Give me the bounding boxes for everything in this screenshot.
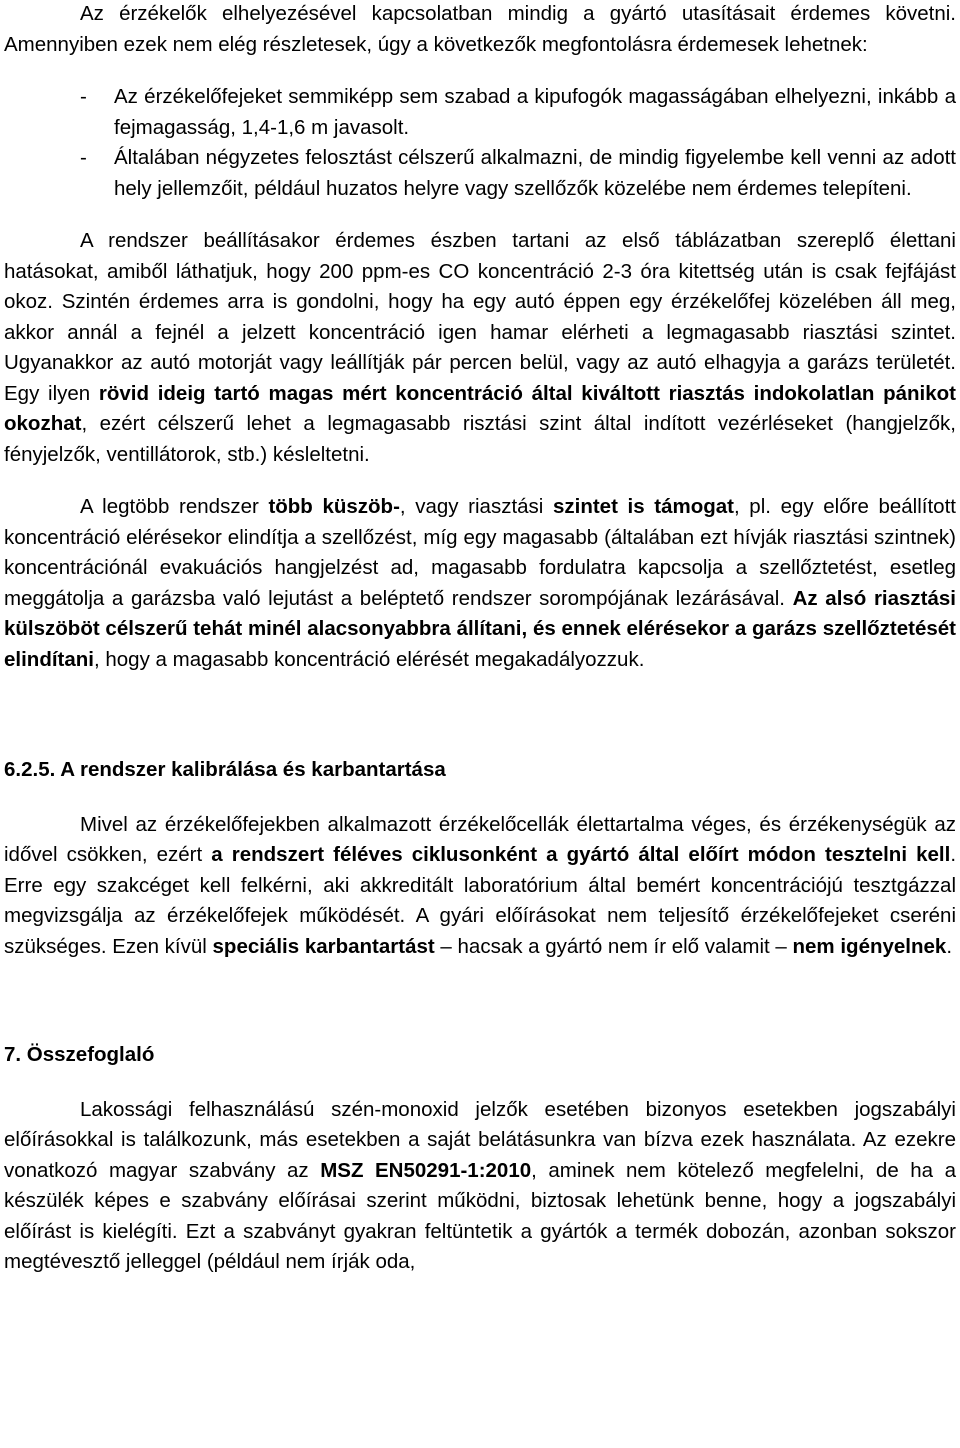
bold-phrase: Az alsó riasztási külszöböt célszerű tehát minél alacsonyabbra állítani, és ennek elérésekor a garázs szellőztetését elindítani (4, 586, 957, 671)
section-heading-calibration: 6.2.5. A rendszer kalibrálása és karbantartása (4, 758, 446, 781)
paragraph-thresholds: A legtöbb rendszer több küszöb-, vagy riasztási szintet is támogat, pl. egy előre beállított koncentráció elérésekor elindítja a szellőzést, míg egy magasabb (általában ezt hívják riasztási szintnek) koncentrációnál evakuációs hangjelzést ad, magasabb fordulatra kapcsolja a szellőztetést, esetleg meggátolja a garázsba való lejutást a beléptető rendszer sorompójának lezárásával. Az alsó riasztási külszöböt célszerű tehát minél alacsonyabbra állítani, és ennek elérésekor a garázs szellőztetését elindítani, hogy a magasabb koncentráció elérését megakadályozzuk. (4, 495, 957, 671)
paragraph-placement-intro: Az érzékelők elhelyezésével kapcsolatban mindig a gyártó utasításait érdemes követni. Amennyiben ezek nem elég részletesek, úgy a következők megfontolásra érdemesek lehetnek: (4, 2, 956, 56)
list-item (4, 143, 956, 204)
paragraph-summary: Lakossági felhasználású szén-monoxid jelzők esetében bizonyos esetekben jogszabályi előírásokkal is találkozunk, más esetekben a saját belátásunkra van bízva ezek használata. Az ezekre vonatkozó magyar szabvány az MSZ EN50291-1:2010, aminek nem kötelező megfelelni, de ha a készülék képes e szabvány előírásai szerint működni, biztosak lehetünk benne, hogy a jogszabályi előírást is kielégíti. Ezt a szabványt gyakran feltüntetik a gyártók a termék dobozán, azonban sokszor megtévesztő jelleggel (például nem írják oda, (4, 1097, 956, 1273)
bold-phrase: szintet is támogat (552, 495, 734, 518)
paragraph-calibration: Mivel az érzékelőfejekben alkalmazott érzékelőcellák élettartalma véges, és érzékenységük az idővel csökken, ezért a rendszert féléves ciklusonként a gyártó által előírt módon tesztelni kell. Erre egy szakcéget kell felkérni, aki akkreditált laboratórium által bemért koncentrációjú tesztgázzal megvizsgálja az érzékelőfejek működését. A gyári előírásokat nem teljesítő érzékelőfejeket cseréni szükséges. Ezen kívül speciális karbantartást – hacsak a gyártó nem ír elő valamit – nem igényelnek. (4, 812, 957, 958)
list-dash: - (80, 146, 87, 169)
document-page (4, 0, 956, 1278)
section-heading-summary: 7. Összefoglaló (4, 1043, 155, 1066)
list-item-text: Általában négyzetes felosztást célszerű alkalmazni, de mindig figyelembe kell venni az adott hely jellemzőit, például huzatos helyre vagy szellőzők közelébe nem érdemes telepíteni. (114, 146, 956, 200)
bold-phrase: a rendszert féléves ciklusonként a gyártó által előírt módon tesztelni kell (211, 843, 951, 866)
list-item (4, 82, 956, 143)
bold-phrase: rövid ideig tartó magas mért koncentráció által kiváltott riasztás indokolatlan pánikot okozhat (4, 381, 956, 435)
list-dash: - (80, 85, 87, 108)
list-item-text: Az érzékelőfejeket semmiképp sem szabad a kipufogók magasságában elhelyezni, inkább a fejmagasság, 1,4-1,6 m javasolt. (114, 85, 956, 139)
bold-phrase: speciális karbantartást (212, 934, 435, 958)
bold-phrase: MSZ EN50291-1:2010 (320, 1158, 532, 1182)
bold-phrase: nem igényelnek (792, 934, 947, 958)
placement-list (4, 82, 956, 204)
paragraph-system-settings: A rendszer beállításakor érdemes észben tartani az első táblázatban szereplő élettani hatásokat, amiből láthatjuk, hogy 200 ppm-es CO koncentráció 2-3 óra kitettség után is csak fejfájást okoz. Szintén érdemes arra is gondolni, hogy ha egy autó éppen egy érzékelőfej közelében áll meg, akkor annál a fejnél a jelzett koncentráció igen hamar elérheti a legmagasabb riasztási szintet. Ugyanakkor az autó motorját vagy leállítják pár percen belül, vagy az autó elhagyja a garázs területét. Egy ilyen rövid ideig tartó magas mért koncentráció által kiváltott riasztás indokolatlan pánikot okozhat, ezért célszerű lehet a legmagasabb risztási szint által indított vezérléseket (hangjelzők, fényjelzők, ventillátorok, stb.) késleltetni. (4, 229, 956, 466)
bold-phrase: több küszöb- (268, 495, 400, 518)
